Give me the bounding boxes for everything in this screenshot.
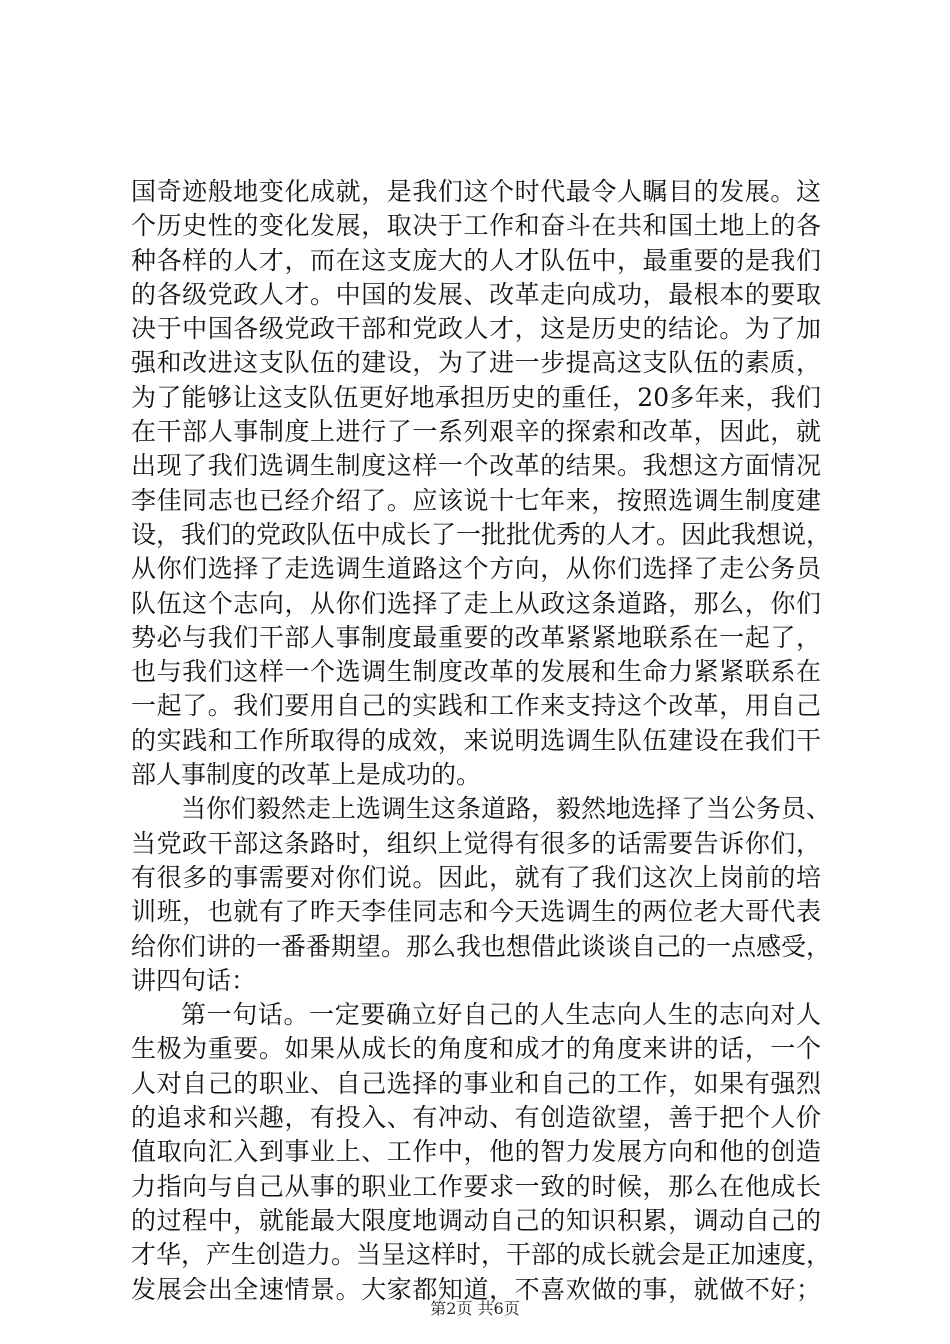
text-line: 种各样的人才，而在这支庞大的人才队伍中，最重要的是我们 [131,245,821,275]
text-line: 从你们选择了走选调生道路这个方向，从你们选择了走公务员 [131,554,821,584]
text-line: 人对自己的职业、自己选择的事业和自己的工作，如果有强烈 [131,1068,821,1098]
text-line: 训班，也就有了昨天李佳同志和今天选调生的两位老大哥代表 [131,897,821,927]
text-line: 个历史性的变化发展，取决于工作和奋斗在共和国土地上的各 [131,211,821,241]
text-line: 第一句话。一定要确立好自己的人生志向人生的志向对人 [181,1000,821,1030]
text-line: 有很多的事需要对你们说。因此，就有了我们这次上岗前的培 [131,862,821,892]
text-line: 给你们讲的一番番期望。那么我也想借此谈谈自己的一点感受， [131,931,832,961]
text-line: 也与我们这样一个选调生制度改革的发展和生命力紧紧联系在 [131,657,821,687]
text-line: 生极为重要。如果从成长的角度和成才的角度来讲的话，一个 [131,1034,821,1064]
text-line: 在干部人事制度上进行了一系列艰辛的探索和改革，因此，就 [131,417,821,447]
text-line: 发展会出全速情景。大家都知道，不喜欢做的事，就做不好； [131,1274,821,1304]
text-line: 队伍这个志向，从你们选择了走上从政这条道路，那么，你们 [131,588,821,618]
text-line: 讲四句话： [131,965,257,995]
text-line: 值取向汇入到事业上、工作中，他的智力发展方向和他的创造 [131,1137,821,1167]
text-line: 当你们毅然走上选调生这条道路，毅然地选择了当公务员、 [181,794,832,824]
text-line: 的各级党政人才。中国的发展、改革走向成功，最根本的要取 [131,279,821,309]
text-line: 为了能够让这支队伍更好地承担历史的重任，20多年来，我们 [131,382,821,412]
text-line: 一起了。我们要用自己的实践和工作来支持这个改革，用自己 [131,691,821,721]
text-line: 部人事制度的改革上是成功的。 [131,760,482,790]
body-text [131,175,832,1307]
text-line: 国奇迹般地变化成就，是我们这个时代最令人瞩目的发展。这 [131,177,821,206]
text-line: 强和改进这支队伍的建设，为了进一步提高这支队伍的素质， [131,348,821,378]
text-line: 才华，产生创造力。当呈这样时，干部的成长就会是正加速度， [131,1240,832,1270]
text-line: 设，我们的党政队伍中成长了一批批优秀的人才。因此我想说， [131,519,832,549]
text-line: 的追求和兴趣，有投入、有冲动、有创造欲望，善于把个人价 [131,1103,821,1133]
text-line: 的实践和工作所取得的成效，来说明选调生队伍建设在我们干 [131,725,821,755]
text-line: 出现了我们选调生制度这样一个改革的结果。我想这方面情况 [131,451,821,481]
page-number: 第2页 共6页 [430,1299,520,1318]
text-line: 李佳同志也已经介绍了。应该说十七年来，按照选调生制度建 [131,485,821,515]
text-line: 势必与我们干部人事制度最重要的改革紧紧地联系在一起了， [131,622,821,652]
text-line: 的过程中，就能最大限度地调动自己的知识积累，调动自己的 [131,1205,821,1235]
text-line: 力指向与自己从事的职业工作要求一致的时候，那么在他成长 [131,1171,821,1201]
text-line: 当党政干部这条路时，组织上觉得有很多的话需要告诉你们， [131,828,821,858]
text-line: 决于中国各级党政干部和党政人才，这是历史的结论。为了加 [131,314,821,344]
